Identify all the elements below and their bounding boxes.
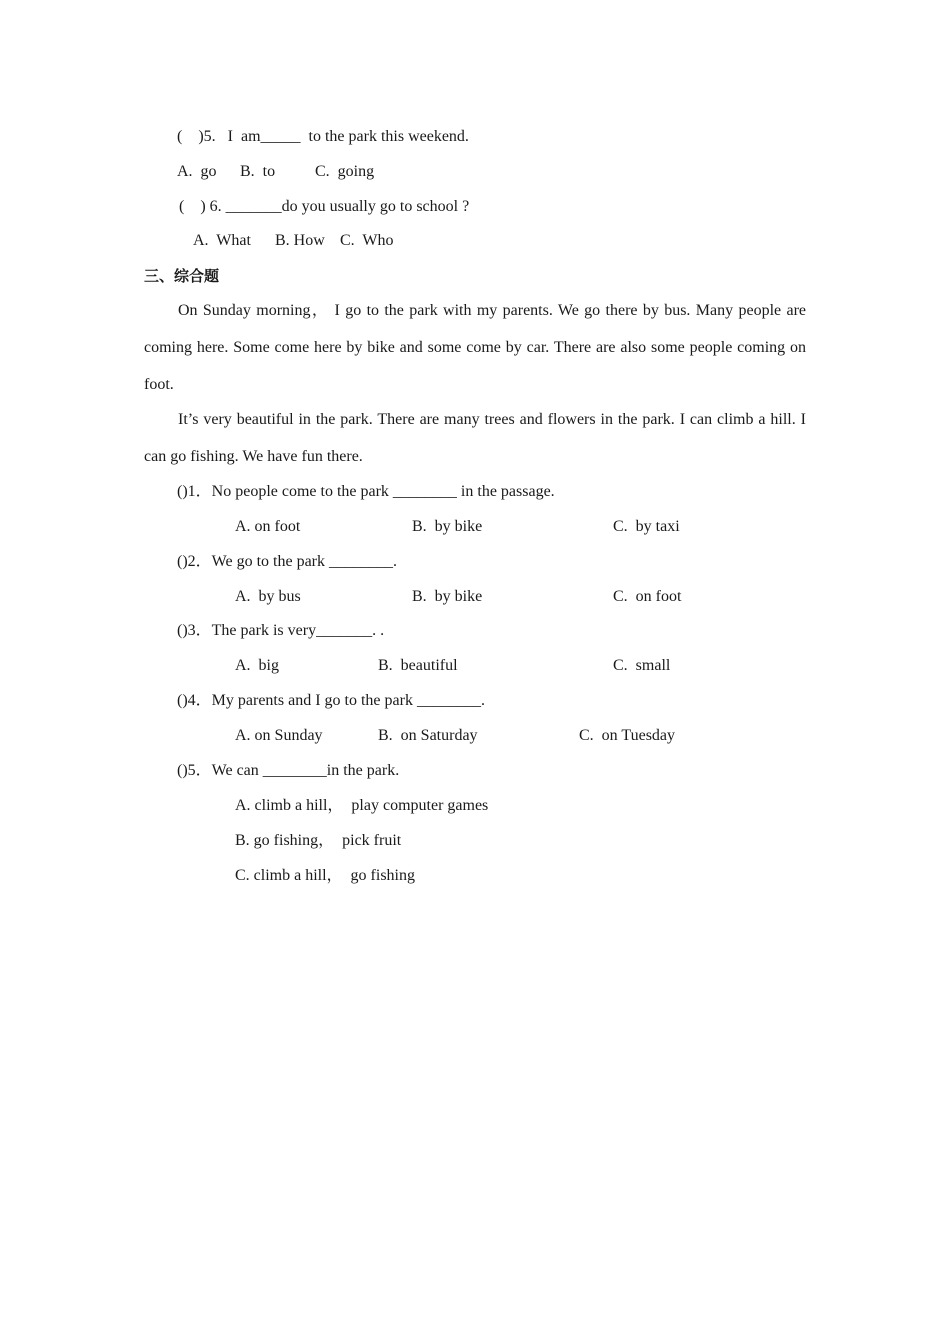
passage-paragraph-2: It’s very beautiful in the park. There are many trees and flowers in the park. I can climb a hill. I can go fishing. We have fun there. <box>144 411 806 465</box>
comprehension-q3-option-a: A. big <box>235 657 279 674</box>
comprehension-q2-option-a: A. by bus <box>235 588 301 605</box>
question-6-option-c: C. Who <box>340 232 394 249</box>
comprehension-q2-option-c: C. on foot <box>613 588 682 605</box>
comprehension-q4-option-b: B. on Saturday <box>378 727 478 744</box>
question-6-option-b: B. How <box>275 232 325 249</box>
question-5-option-b: B. to <box>240 163 276 180</box>
section-title: 三、综合题 <box>144 267 220 285</box>
comprehension-q3-option-b: B. beautiful <box>378 657 458 674</box>
comprehension-q2-option-b: B. by bike <box>412 588 483 605</box>
comprehension-question-3: ()3．The park is very_______. . <box>177 622 385 639</box>
comprehension-q1-option-c: C. by taxi <box>613 518 680 535</box>
comprehension-q1-option-b: B. by bike <box>412 518 483 535</box>
question-5-stem: ( )5. I am_____ to the park this weekend. <box>177 128 469 145</box>
question-5-option-c: C. going <box>315 163 375 180</box>
comprehension-question-1: ()1．No people come to the park ________ in the passage. <box>177 483 555 500</box>
comprehension-q3-option-c: C. small <box>613 657 671 674</box>
question-6-stem: ( ) 6. _______do you usually go to school ? <box>179 198 470 215</box>
comprehension-question-4: ()4．My parents and I go to the park ________. <box>177 692 485 709</box>
comprehension-q5-option-b: B. go fishing， pick fruit <box>235 832 402 849</box>
comprehension-question-2: ()2．We go to the park ________. <box>177 553 398 570</box>
comprehension-question-5: ()5．We can ________in the park. <box>177 762 400 779</box>
comprehension-q4-option-a: A. on Sunday <box>235 727 323 744</box>
comprehension-q4-option-c: C. on Tuesday <box>579 727 676 744</box>
comprehension-q1-option-a: A. on foot <box>235 518 301 535</box>
comprehension-q5-option-c: C. climb a hill， go fishing <box>235 867 415 884</box>
question-6-option-a: A. What <box>193 232 251 249</box>
passage-paragraph-1: On Sunday morning， I go to the park with my parents. We go there by bus. Many people are coming here. Some come here by bike and some come by car. There are also some people coming on foot. <box>144 302 806 393</box>
question-5-option-a: A. go <box>177 163 217 180</box>
comprehension-q5-option-a: A. climb a hill， play computer games <box>235 797 489 814</box>
